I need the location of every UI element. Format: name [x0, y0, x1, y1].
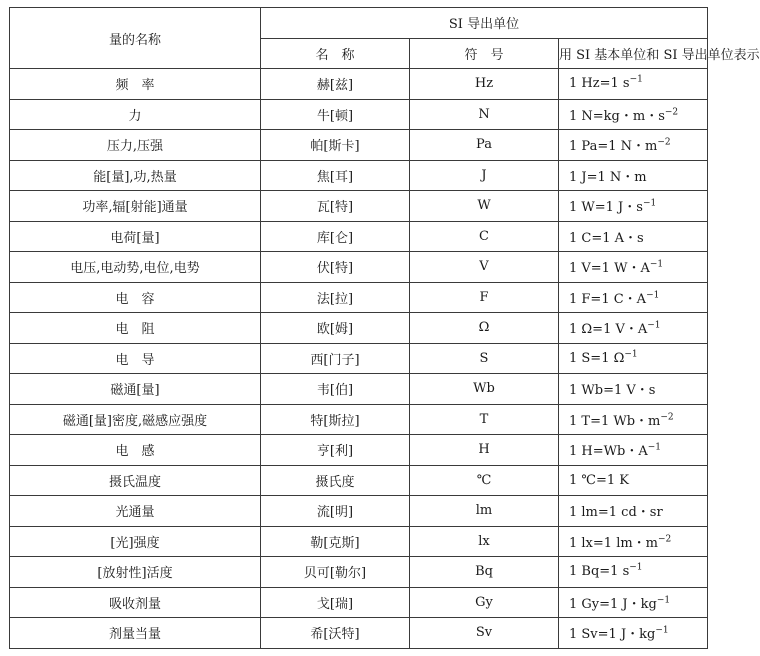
unit-name-cell: 帕[斯卡] — [261, 130, 410, 161]
expression-text: 1 Wb=1 V・s — [569, 383, 656, 399]
quantity-name-cell: [光]强度 — [10, 526, 261, 557]
expression-text: 1 ℃=1 K — [569, 472, 629, 488]
unit-expression-cell — [559, 99, 708, 130]
unit-name-cell: 亨[利] — [261, 435, 410, 466]
unit-symbol-cell: Gy — [410, 587, 559, 618]
unit-symbol-cell: Bq — [410, 557, 559, 588]
table-row — [10, 618, 708, 649]
unit-expression-cell — [559, 69, 708, 100]
quantity-name-cell: 频 率 — [10, 69, 261, 100]
expression-exponent: −2 — [664, 107, 679, 118]
unit-expression-cell — [559, 282, 708, 313]
unit-name-cell: 韦[伯] — [261, 374, 410, 405]
unit-name-cell: 伏[特] — [261, 252, 410, 283]
expression-exponent: −1 — [624, 349, 638, 360]
unit-expression-cell — [559, 130, 708, 161]
quantity-name-cell: 电 导 — [10, 343, 261, 374]
unit-name-cell: 贝可[勒尔] — [261, 557, 410, 588]
table-row — [10, 313, 708, 344]
unit-expression-cell — [559, 221, 708, 252]
unit-expression-cell — [559, 191, 708, 222]
table-row — [10, 404, 708, 435]
unit-symbol-cell: Ω — [410, 313, 559, 344]
table-row — [10, 557, 708, 588]
unit-symbol-cell: T — [410, 404, 559, 435]
table-row — [10, 191, 708, 222]
unit-name-cell: 焦[耳] — [261, 160, 410, 191]
expression-exponent: −1 — [642, 198, 657, 209]
header-quantity-name: 量的名称 — [10, 8, 261, 69]
expression-exponent: −2 — [658, 534, 672, 545]
expression-exponent: −1 — [647, 320, 661, 331]
quantity-name-cell: 剂量当量 — [10, 618, 261, 649]
unit-symbol-cell: W — [410, 191, 559, 222]
expression-text: 1 lm=1 cd・sr — [569, 505, 663, 521]
header-symbol: 符 号 — [410, 38, 559, 69]
unit-symbol-cell: S — [410, 343, 559, 374]
unit-symbol-cell: ℃ — [410, 465, 559, 496]
expression-text: 1 Bq=1 s — [569, 564, 630, 580]
unit-expression-cell — [559, 435, 708, 466]
unit-name-cell: 摄氏度 — [261, 465, 410, 496]
table-row — [10, 130, 708, 161]
unit-symbol-cell: Sv — [410, 618, 559, 649]
expression-text: 1 S=1 Ω — [569, 350, 625, 366]
expression-text: 1 W=1 J・s — [569, 200, 643, 216]
unit-name-cell: 勒[克斯] — [261, 526, 410, 557]
table-body — [10, 69, 708, 649]
unit-name-cell: 西[门子] — [261, 343, 410, 374]
unit-name-cell: 库[仑] — [261, 221, 410, 252]
expression-text: 1 Sv=1 J・kg — [569, 627, 656, 643]
table-row — [10, 160, 708, 191]
unit-symbol-cell: J — [410, 160, 559, 191]
unit-name-cell: 欧[姆] — [261, 313, 410, 344]
unit-symbol-cell: N — [410, 99, 559, 130]
table-row — [10, 374, 708, 405]
expression-exponent: −1 — [649, 259, 664, 270]
quantity-name-cell: 能[量],功,热量 — [10, 160, 261, 191]
table-row — [10, 69, 708, 100]
expression-text: 1 Ω=1 V・A — [569, 322, 648, 338]
unit-name-cell: 特[斯拉] — [261, 404, 410, 435]
unit-name-cell: 赫[兹] — [261, 69, 410, 100]
header-name: 名 称 — [261, 38, 410, 69]
quantity-name-cell: [放射性]活度 — [10, 557, 261, 588]
unit-name-cell: 法[拉] — [261, 282, 410, 313]
unit-symbol-cell: C — [410, 221, 559, 252]
table-row — [10, 435, 708, 466]
table-row — [10, 252, 708, 283]
unit-symbol-cell: F — [410, 282, 559, 313]
table-row — [10, 99, 708, 130]
unit-expression-cell — [559, 618, 708, 649]
quantity-name-cell: 摄氏温度 — [10, 465, 261, 496]
si-derived-units-table — [9, 7, 760, 649]
unit-name-cell: 瓦[特] — [261, 191, 410, 222]
expression-exponent: −2 — [660, 412, 674, 423]
header-expression: 用 SI 基本单位和 SI 导出单位表示 — [559, 38, 708, 69]
unit-name-cell: 牛[顿] — [261, 99, 410, 130]
unit-expression-cell — [559, 496, 708, 527]
expression-text: 1 H=Wb・A — [569, 444, 648, 460]
header-row-top — [10, 8, 708, 39]
unit-expression-cell — [559, 404, 708, 435]
unit-expression-cell — [559, 587, 708, 618]
si-derived-units-table-container — [9, 7, 760, 649]
unit-name-cell: 流[明] — [261, 496, 410, 527]
expression-text: 1 Hz=1 s — [569, 76, 630, 92]
expression-exponent: −1 — [629, 562, 643, 573]
expression-text: 1 T=1 Wb・m — [569, 413, 661, 429]
quantity-name-cell: 磁通[量]密度,磁感应强度 — [10, 404, 261, 435]
unit-expression-cell — [559, 313, 708, 344]
unit-symbol-cell: H — [410, 435, 559, 466]
expression-exponent: −1 — [646, 290, 660, 301]
table-row — [10, 343, 708, 374]
unit-expression-cell — [559, 374, 708, 405]
expression-text: 1 J=1 N・m — [569, 169, 647, 185]
unit-symbol-cell: Hz — [410, 69, 559, 100]
unit-expression-cell — [559, 526, 708, 557]
quantity-name-cell: 电荷[量] — [10, 221, 261, 252]
unit-expression-cell — [559, 252, 708, 283]
quantity-name-cell: 电压,电动势,电位,电势 — [10, 252, 261, 283]
expression-text: 1 N=kg・m・s — [569, 108, 665, 124]
expression-text: 1 V=1 W・A — [569, 261, 650, 277]
unit-expression-cell — [559, 160, 708, 191]
expression-text: 1 Pa=1 N・m — [569, 139, 658, 155]
unit-symbol-cell: V — [410, 252, 559, 283]
quantity-name-cell: 压力,压强 — [10, 130, 261, 161]
expression-exponent: −2 — [657, 137, 671, 148]
quantity-name-cell: 电 感 — [10, 435, 261, 466]
expression-text: 1 C=1 A・s — [569, 230, 644, 246]
expression-exponent: −1 — [656, 595, 671, 606]
expression-text: 1 lx=1 lm・m — [569, 535, 659, 551]
quantity-name-cell: 力 — [10, 99, 261, 130]
quantity-name-cell: 吸收剂量 — [10, 587, 261, 618]
expression-text: 1 Gy=1 J・kg — [569, 596, 657, 612]
unit-expression-cell — [559, 343, 708, 374]
unit-name-cell: 希[沃特] — [261, 618, 410, 649]
table-row — [10, 221, 708, 252]
quantity-name-cell: 电 容 — [10, 282, 261, 313]
table-row — [10, 282, 708, 313]
expression-exponent: −1 — [647, 442, 661, 453]
quantity-name-cell: 电 阻 — [10, 313, 261, 344]
header-si-derived-unit: SI 导出单位 — [261, 8, 708, 39]
table-row — [10, 496, 708, 527]
table-row — [10, 526, 708, 557]
unit-symbol-cell: lx — [410, 526, 559, 557]
unit-symbol-cell: lm — [410, 496, 559, 527]
unit-expression-cell — [559, 557, 708, 588]
unit-name-cell: 戈[瑞] — [261, 587, 410, 618]
quantity-name-cell: 磁通[量] — [10, 374, 261, 405]
table-row — [10, 587, 708, 618]
expression-text: 1 F=1 C・A — [569, 291, 647, 307]
table-row — [10, 465, 708, 496]
unit-symbol-cell: Wb — [410, 374, 559, 405]
quantity-name-cell: 功率,辐[射能]通量 — [10, 191, 261, 222]
expression-exponent: −1 — [629, 74, 643, 85]
unit-symbol-cell: Pa — [410, 130, 559, 161]
expression-exponent: −1 — [655, 625, 669, 636]
quantity-name-cell: 光通量 — [10, 496, 261, 527]
unit-expression-cell — [559, 465, 708, 496]
